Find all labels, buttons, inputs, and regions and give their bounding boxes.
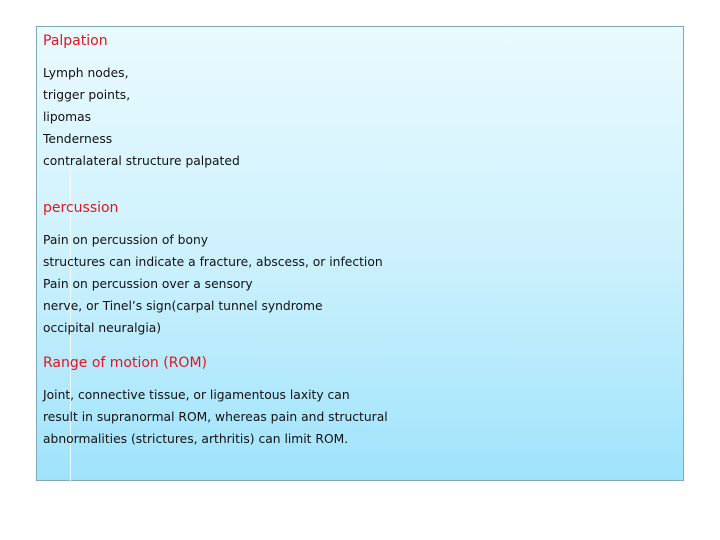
text-line: Joint, connective tissue, or ligamentous laxity can — [43, 388, 350, 402]
text-line: trigger points, — [43, 88, 131, 102]
text-line: occipital neuralgia) — [43, 321, 162, 335]
text-line: nerve, or Tinel’s sign(carpal tunnel syndrome — [43, 299, 323, 313]
text-line: Pain on percussion of bony — [43, 233, 209, 247]
text-line: structures can indicate a fracture, abscess, or infection — [43, 255, 383, 269]
content-box — [36, 26, 684, 481]
text-line: Tenderness — [43, 132, 113, 146]
text-line: lipomas — [43, 110, 92, 124]
text-line: contralateral structure palpated — [43, 154, 240, 168]
section-heading: Palpation — [43, 33, 108, 49]
section-rom — [43, 353, 388, 450]
section-heading: percussion — [43, 200, 119, 216]
section-heading: Range of motion (ROM) — [43, 355, 207, 371]
text-line: result in supranormal ROM, whereas pain and structural — [43, 410, 388, 424]
text-line: Lymph nodes, — [43, 66, 129, 80]
text-line: abnormalities (strictures, arthritis) can limit ROM. — [43, 432, 349, 446]
section-palpation — [43, 31, 240, 172]
section-percussion — [43, 198, 383, 339]
text-line: Pain on percussion over a sensory — [43, 277, 253, 291]
